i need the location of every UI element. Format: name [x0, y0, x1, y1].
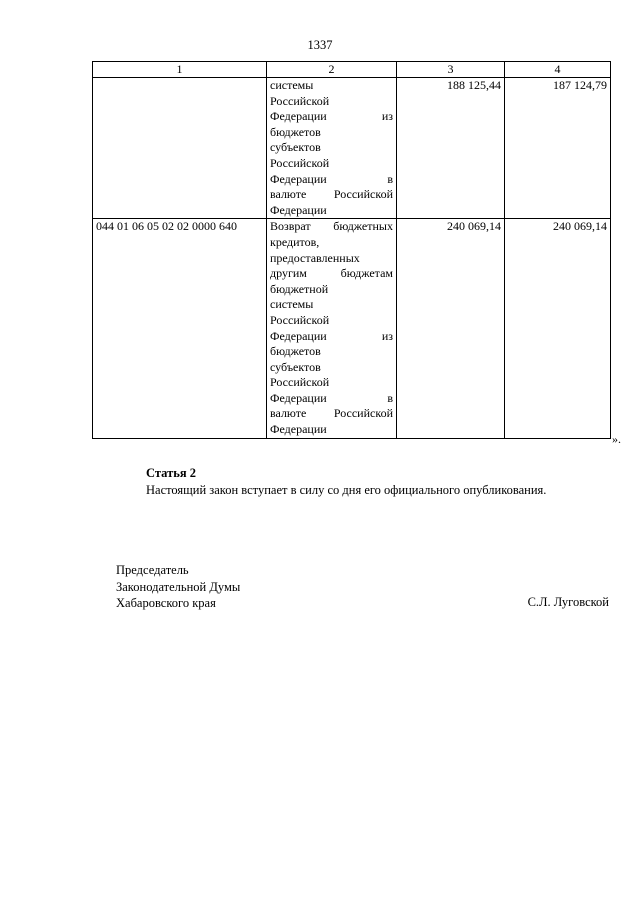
description-line: Российской — [270, 155, 330, 170]
description-word: Российской — [333, 187, 393, 202]
description-word: Возврат — [270, 219, 311, 234]
signature-position — [116, 562, 240, 612]
description-line — [270, 219, 393, 235]
description-line: Федерации — [270, 422, 327, 437]
budget-code-cell — [93, 78, 267, 219]
amount-cell: 188 125,44 — [397, 78, 505, 219]
description-line: Федерации — [270, 202, 327, 217]
description-word: валюте — [270, 187, 307, 202]
description-line: Российской — [270, 312, 330, 327]
amount-cell: 187 124,79 — [505, 78, 611, 219]
table-header — [93, 62, 611, 78]
description-line: кредитов, — [270, 234, 320, 249]
description-line: предоставленных — [270, 250, 360, 265]
description-line — [270, 187, 393, 203]
budget-code-cell: 044 01 06 05 02 02 0000 640 — [93, 219, 267, 438]
description-word: Федерации — [270, 171, 327, 186]
description-word: бюджетам — [340, 266, 393, 281]
description-line — [270, 406, 393, 422]
description-line: бюджетов — [270, 344, 321, 359]
description-line: Российской — [270, 375, 330, 390]
description-word: в — [387, 171, 393, 186]
description-word: Российской — [333, 406, 393, 421]
signature-name: С.Л. Луговской — [527, 595, 609, 609]
description-line: Российской — [270, 93, 330, 108]
closing-quote: ». — [612, 432, 621, 446]
description-line: бюджетной — [270, 281, 329, 296]
description-word: Федерации — [270, 109, 327, 124]
table-row — [93, 219, 611, 438]
page-number: 1337 — [307, 38, 333, 52]
description-word: из — [381, 109, 393, 124]
description-word: в — [387, 390, 393, 405]
description-line — [270, 172, 393, 188]
description-line: системы — [270, 78, 314, 92]
budget-table — [92, 61, 611, 439]
description-line: субъектов — [270, 359, 321, 374]
column-header-4: 4 — [505, 62, 611, 78]
signature-position-line: Законодательной Думы — [116, 579, 241, 594]
description-line — [270, 391, 393, 407]
column-header-3: 3 — [397, 62, 505, 78]
description-line — [270, 266, 393, 282]
amount-cell: 240 069,14 — [505, 219, 611, 438]
description-word: из — [381, 328, 393, 343]
description-word: валюте — [270, 406, 307, 421]
amount-cell: 240 069,14 — [397, 219, 505, 438]
signature-position-line: Председатель — [116, 563, 189, 577]
description-line — [270, 109, 393, 125]
description-word: другим — [270, 266, 307, 281]
description-cell — [267, 219, 397, 438]
column-header-2: 2 — [267, 62, 397, 78]
description-line: субъектов — [270, 140, 321, 155]
description-word: бюджетных — [333, 219, 393, 234]
table-body — [93, 78, 611, 439]
column-header-1: 1 — [93, 62, 267, 78]
signature-position-line: Хабаровского края — [116, 596, 216, 610]
article-text: Настоящий закон вступает в силу со дня его официального опубликования. — [146, 483, 547, 497]
description-cell — [267, 78, 397, 219]
table-row — [93, 78, 611, 219]
description-line — [270, 329, 393, 345]
table-header-row — [93, 62, 611, 78]
description-word: Федерации — [270, 390, 327, 405]
description-line: бюджетов — [270, 124, 321, 139]
description-line: системы — [270, 297, 314, 312]
article-title: Статья 2 — [146, 466, 196, 480]
description-word: Федерации — [270, 328, 327, 343]
